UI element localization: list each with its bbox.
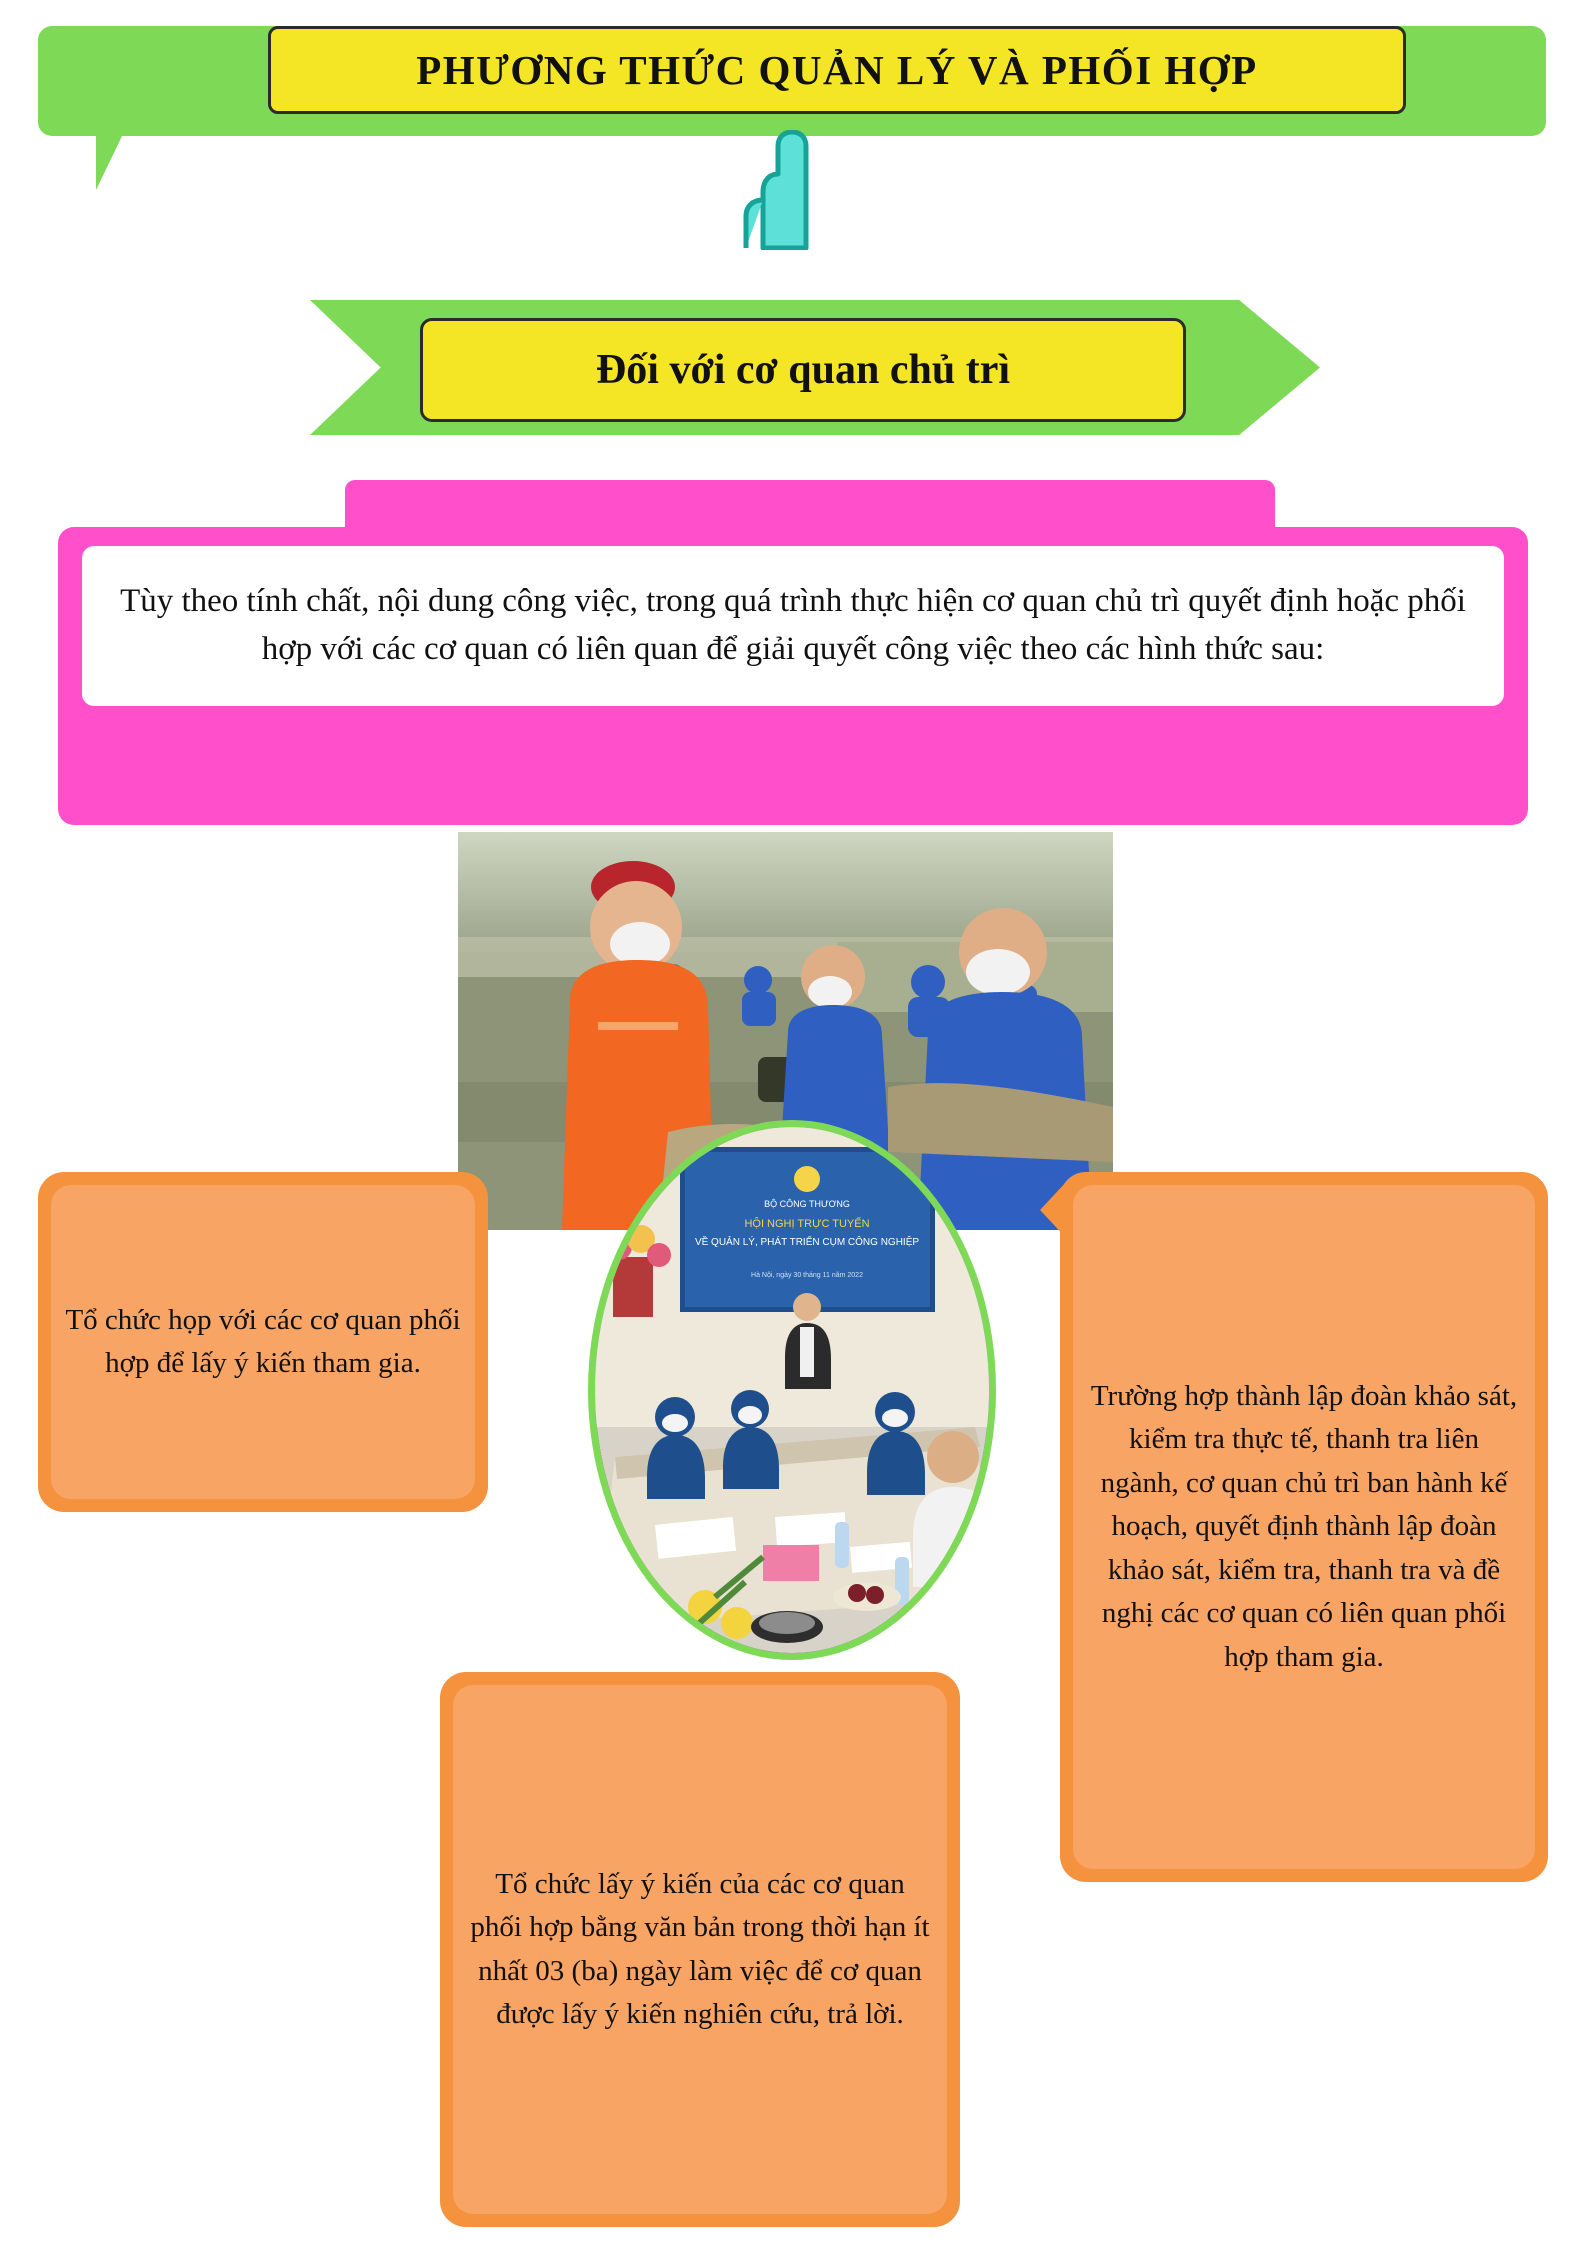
card-meeting[interactable] [38, 1172, 488, 1512]
card-meeting-text: Tổ chức họp với các cơ quan phối hợp để lấy ý kiến tham gia. [65, 1303, 461, 1379]
svg-text:HỘI NGHỊ TRỰC TUYẾN: HỘI NGHỊ TRỰC TUYẾN [744, 1218, 870, 1230]
card-written-opinion-inner [453, 1685, 947, 2214]
section-label: Đối với cơ quan chủ trì [595, 347, 1011, 393]
section-arrow-banner [310, 300, 1320, 435]
card-inspection-text: Trường hợp thành lập đoàn khảo sát, kiểm tra thực tế, thanh tra liên ngành, cơ quan chủ trì ban hành kế hoạch, quyết định thành lập đoàn khảo sát, kiểm tra, thanh tra và đề nghị các cơ quan có liên quan phối hợp tham gia. [1090, 1379, 1518, 1673]
card-meeting-inner [51, 1185, 475, 1499]
intro-text-box [82, 546, 1504, 706]
intro-text: Tùy theo tính chất, nội dung công việc, trong quá trình thực hiện cơ quan chủ trì quyết định hoặc phối hợp với các cơ quan có liên quan để giải quyết công việc theo các hình thức sau: [120, 583, 1466, 667]
hand-pointer-icon [718, 130, 848, 250]
svg-text:BỘ CÔNG THƯƠNG: BỘ CÔNG THƯƠNG [764, 1199, 850, 1209]
svg-text:VỀ QUẢN LÝ, PHÁT TRIỂN CỤM CÔN: VỀ QUẢN LÝ, PHÁT TRIỂN CỤM CÔNG NGHIỆP [694, 1237, 920, 1248]
online-conference-photo [588, 1120, 996, 1660]
card-written-opinion[interactable] [440, 1672, 960, 2227]
card-inspection-inner [1073, 1185, 1535, 1869]
card-inspection[interactable] [1060, 1172, 1548, 1882]
header-title-box [268, 26, 1406, 114]
svg-text:Hà Nội, ngày 30 tháng 11 năm 2: Hà Nội, ngày 30 tháng 11 năm 2022 [751, 1272, 863, 1279]
section-label-box [420, 318, 1186, 422]
card-written-opinion-text: Tổ chức lấy ý kiến của các cơ quan phối hợp bằng văn bản trong thời hạn ít nhất 03 (ba) ngày làm việc để cơ quan được lấy ý kiến nghiên cứu, trả lời. [470, 1867, 930, 2030]
page-title: PHƯƠNG THỨC QUẢN LÝ VÀ PHỐI HỢP [416, 47, 1258, 93]
header-banner-tail [96, 132, 152, 190]
